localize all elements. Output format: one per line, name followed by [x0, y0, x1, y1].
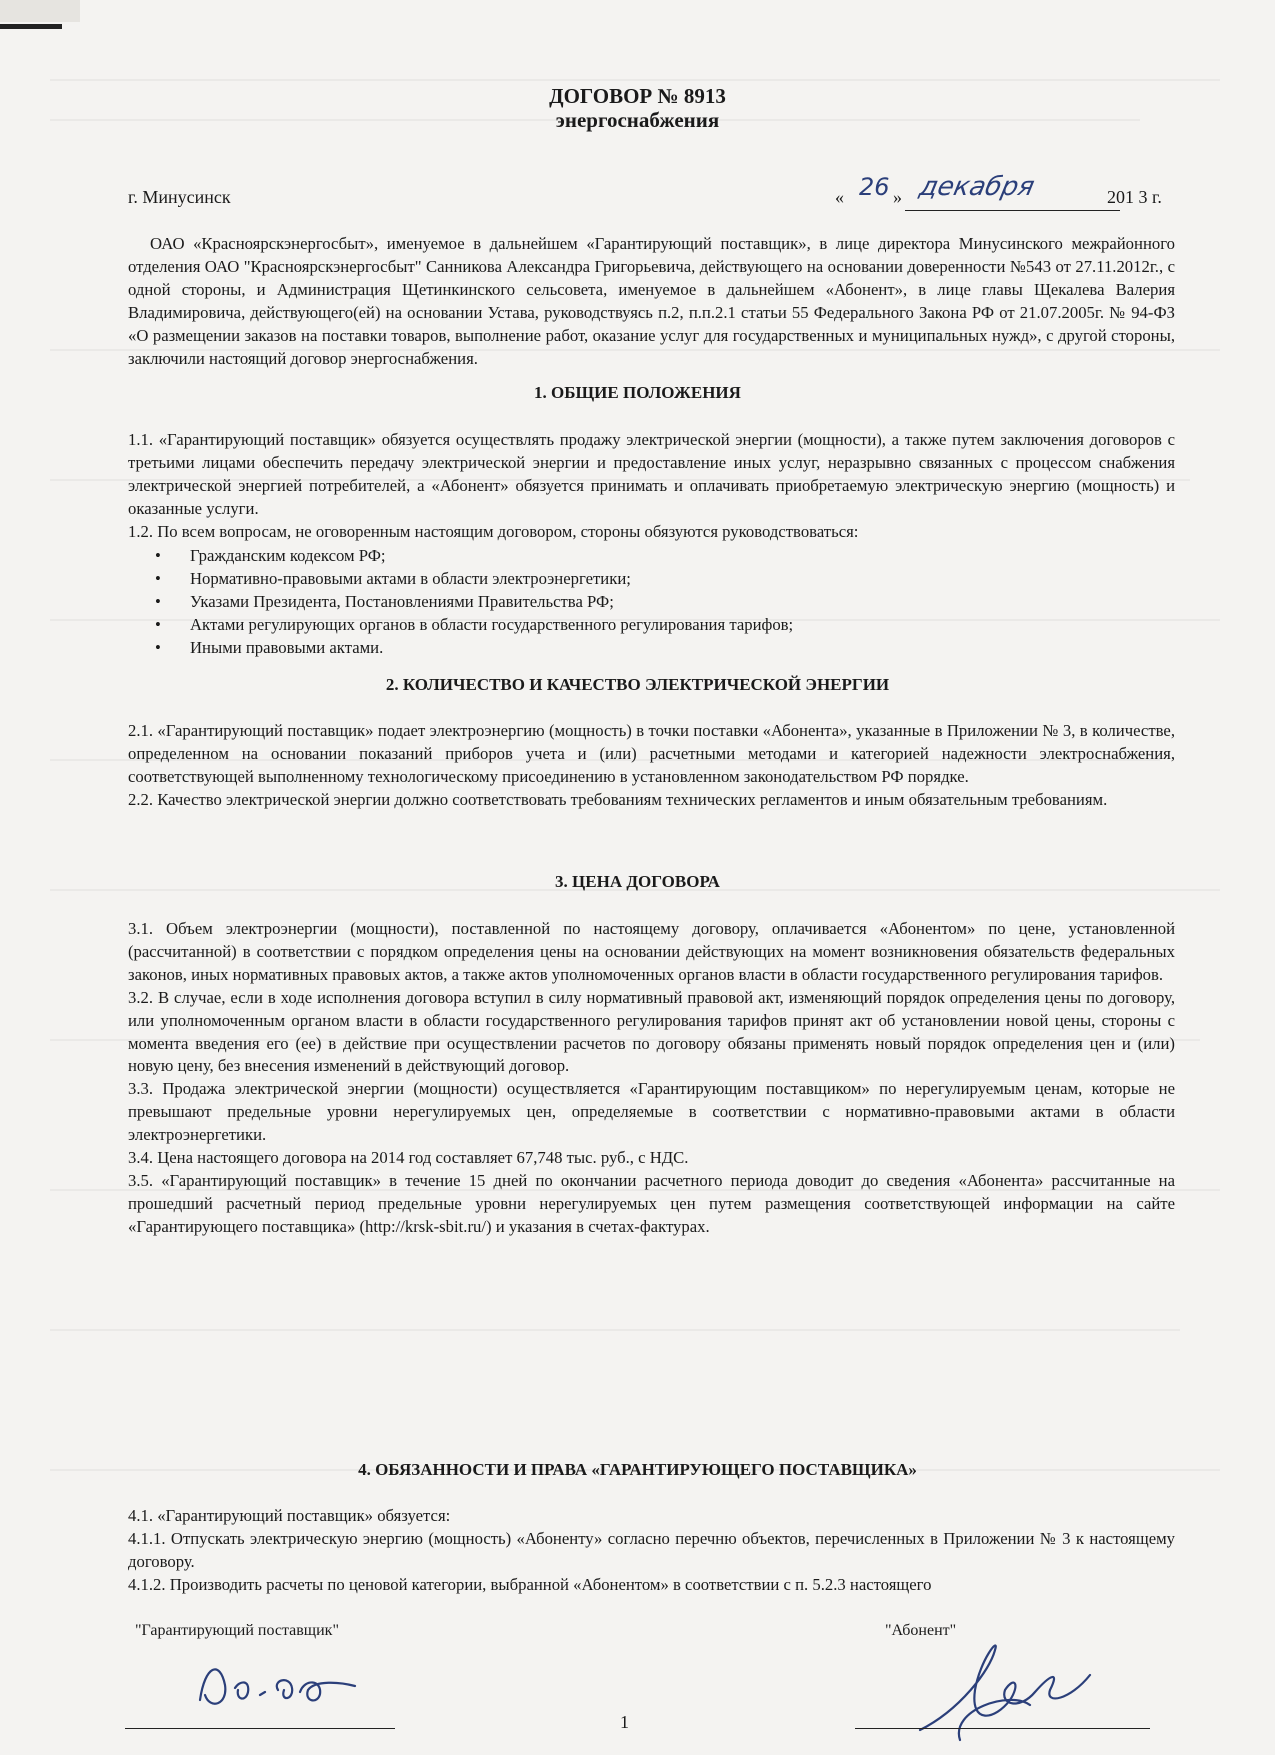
clause-2-2: 2.2. Качество электрической энергии должно соответствовать требованиям технических регламентов и иным обязательным требованиям.: [128, 789, 1108, 809]
clause-3-2: 3.2. В случае, если в ходе исполнения договора вступил в силу нормативный правовой акт, изменяющий порядок определения цены по договору, или уполномоченным органом власти в области государственного регулирования тарифов принят акт об установлении новой цены, стороны с момента введения его (ее) в действие при осуществлении расчетов по договору обязаны применять новый порядок определения цен и (или) новую цену, без внесения изменений в действующий договор.: [128, 987, 1175, 1076]
date-year: 201 3 г.: [1107, 187, 1162, 207]
page-number: 1: [620, 1712, 629, 1732]
section-heading-4: 4. ОБЯЗАННОСТИ И ПРАВА «ГАРАНТИРУЮЩЕГО ПОСТАВЩИКА»: [358, 1460, 917, 1479]
clause-4-1-2: 4.1.2. Производить расчеты по ценовой категории, выбранной «Абонентом» в соответствии с п. 5.2.3 настоящего: [128, 1574, 932, 1594]
section-heading-2: 2. КОЛИЧЕСТВО И КАЧЕСТВО ЭЛЕКТРИЧЕСКОЙ ЭНЕРГИИ: [385, 675, 890, 694]
preamble-text: ОАО «Красноярскэнергосбыт», именуемое в дальнейшем «Гарантирующий поставщик», в лице директора Минусинского межрайонного отделения ОАО "Красноярскэнергосбыт" Санникова Александра Григорьевича, действующего на основании доверенности №543 от 27.11.2012г., с одной стороны, и Администрация Щетинкинского сельсовета, именуемое в дальнейшем «Абонент», в лице главы Щекалева Валерия Владимировича, действующего(ей) на основании Устава, руководствуясь п.2, п.п.2.1 статьи 55 Федерального Закона РФ от 21.07.2005г. № 94-ФЗ «О размещении заказов на поставки товаров, выполнение работ, оказание услуг для государственных и муниципальных нужд», с другой стороны, заключили настоящий договор энергоснабжения.: [128, 234, 1175, 368]
clause-2-1: 2.1. «Гарантирующий поставщик» подает электроэнергию (мощность) в точки поставки «Абонента», указанные в Приложении № 3, в количестве, определенном на основании показаний приборов учета и (или) расчетными методами и категорией надежности электроснабжения, соответствующей выполненному технологическому присоединению в установленном законодательством РФ порядке.: [128, 721, 1175, 786]
clause-3-4: 3.4. Цена настоящего договора на 2014 год составляет 67,748 тыс. руб., с НДС.: [128, 1148, 689, 1168]
document-title: ДОГОВОР № 8913: [549, 84, 726, 108]
section-3-body: [128, 918, 1175, 1239]
document-subtitle: энергоснабжения: [555, 108, 720, 132]
supplier-signature: [180, 1640, 380, 1725]
section-2-body: [128, 720, 1175, 812]
date-day-handwritten: 26: [859, 173, 890, 201]
supplier-signature-label: "Гарантирующий поставщик": [135, 1622, 339, 1639]
city: г. Минусинск: [128, 187, 231, 207]
date-open-quote: «: [835, 187, 844, 207]
clause-4-1: 4.1. «Гарантирующий поставщик» обязуется:: [128, 1506, 451, 1525]
clause-1-2: 1.2. По всем вопросам, не оговоренным настоящим договором, стороны обязуются руководствоваться:: [128, 521, 859, 541]
subscriber-signature-label: "Абонент": [885, 1622, 957, 1639]
date-month-handwritten: декабря: [916, 172, 1037, 202]
date-close-quote: »: [893, 187, 902, 207]
clause-3-3: 3.3. Продажа электрической энергии (мощности) осуществляется «Гарантирующим поставщиком» по нерегулируемым ценам, которые не превышают предельные уровни нерегулируемых цен, определяемые в соответствии с нормативно-правовыми актами в области электроэнергетики.: [128, 1079, 1175, 1145]
subscriber-signature: [900, 1630, 1140, 1750]
clause-3-5: 3.5. «Гарантирующий поставщик» в течение 15 дней по окончании расчетного периода доводит до сведения «Абонента» рассчитанные на прошедший расчетный период предельные уровни нерегулируемых цен путем размещения соответствующей информации на сайте «Гарантирующего поставщика» (http://krsk-sbit.ru/) и указания в счетах-фактурах.: [128, 1170, 1175, 1236]
supplier-signature-line: [125, 1728, 395, 1729]
section-heading-3: 3. ЦЕНА ДОГОВОРА: [555, 872, 720, 891]
date-underline: [905, 210, 1120, 211]
clause-3-1: 3.1. Объем электроэнергии (мощности), поставленной по настоящему договору, оплачивается «Абонентом» по цене, установленной (рассчитанной) в соответствии с порядком определения цены на основании действующих на момент возникновения обязательств федеральных законов, иных нормативных правовых актов, а также актов уполномоченных органов власти в области государственного регулирования тарифов.: [128, 919, 1175, 984]
section-1-body: [128, 429, 1175, 544]
subscriber-signature-line: [855, 1728, 1150, 1729]
preamble: [128, 233, 1175, 370]
clause-4-1-1: 4.1.1. Отпускать электрическую энергию (мощность) «Абоненту» согласно перечню объектов, перечисленных в Приложении № 3 к настоящему договору.: [128, 1528, 1175, 1571]
section-heading-1: 1. ОБЩИЕ ПОЛОЖЕНИЯ: [534, 383, 741, 402]
scan-corner: [0, 0, 80, 22]
section-4-body: [128, 1505, 1175, 1597]
clause-1-1: 1.1. «Гарантирующий поставщик» обязуется осуществлять продажу электрической энергии (мощности), а также путем заключения договоров с третьими лицами обеспечить передачу электрической энергии и предоставление иных услуг, неразрывно связанных с процессом снабжения электрической энергией потребителей, а «Абонент» обязуется принимать и оплачивать приобретаемую электрическую энергию (мощность) и оказанные услуги.: [128, 430, 1175, 518]
contract-date: [835, 170, 1185, 210]
document-page: ДОГОВОР № 8913 энергоснабжения г. Минусинск « 26 » декабря 201 3 г. ОАО «Красноярскэнергосбыт», именуемое в дальнейшем «Гарантирующий поставщик», в лице директора Минусинского межрайонного отделения ОАО "Красноярскэнергосбыт" Санникова Александра Григорьевича, действующего на основании доверенности №543 от 27.11.2012г., с одной стороны, и Администрация Щетинкинского сельсовета, именуемое в дальнейшем «Абонент», в лице главы Щекалева Валерия Владимировича, действующего(ей) на основании Устава, руководствуясь п.2, п.п.2.1 статьи 55 Федерального Закона РФ от 21.07.2005г. № 94-ФЗ «О размещении заказов на поставки товаров, выполнение работ, оказание услуг для государственных и муниципальных нужд», с другой стороны, заключили настоящий договор энергоснабжения. 1. ОБЩИЕ ПОЛОЖЕНИЯ 1.1. «Гарантирующий поставщик» обязуется осуществлять продажу электрической энергии (мощности), а также путем заключения договоров с третьими лицами обеспечить передачу электрической энергии и предоставление иных услуг, неразрывно связанных с процессом снабжения электрической энергией потребителей, а «Абонент» обязуется принимать и оплачивать приобретаемую электрическую энергию (мощность) и оказанные услуги. 1.2. По всем вопросам, не оговоренным настоящим договором, стороны обязуются руководствоваться: • Гражданским кодексом РФ; • Нормативно-правовыми актами в области электроэнергетики; • Указами Президента, Постановлениями Правительства РФ; • Актами регулирующих органов в области государственного регулирования тарифов; • Иными правовыми актами. 2. КОЛИЧЕСТВО И КАЧЕСТВО ЭЛЕКТРИЧЕСКОЙ ЭНЕРГИИ 2.1. «Гарантирующий поставщик» подает электроэнергию (мощность) в точки поставки «Абонента», указанные в Приложении № 3, в количестве, определенном на основании показаний приборов учета и (или) расчетными методами и категорией надежности электроснабжения, соответствующей выполненному технологическому присоединению в установленном законодательством РФ порядке. 2.2. Качество электрической энергии должно соответствовать требованиям технических регламентов и иным обязательным требованиям. 3. ЦЕНА ДОГОВОРА 3.1. Объем электроэнергии (мощности), поставленной по настоящему договору, оплачивается «Абонентом» по цене, установленной (рассчитанной) в соответствии с порядком определения цены на основании действующих на момент возникновения обязательств федеральных законов, иных нормативных правовых актов, а также актов уполномоченных органов власти в области государственного регулирования тарифов. 3.2. В случае, если в ходе исполнения договора вступил в силу нормативный правовой акт, изменяющий порядок определения цены по договору, или уполномоченным органом власти в области государственного регулирования тарифов принят акт об установлении новой цены, стороны с момента введения его (ее) в действие при осуществлении расчетов по договору обязаны применять новый порядок определения цен и (или) новую цену, без внесения изменений в действующий договор. 3.3. Продажа электрической энергии (мощности) осуществляется «Гарантирующим поставщиком» по нерегулируемым ценам, которые не превышают предельные уровни нерегулируемых цен, определяемые в соответствии с нормативно-правовыми актами в области электроэнергетики. 3.4. Цена настоящего договора на 2014 год составляет 67,748 тыс. руб., с НДС. 3.5. «Гарантирующий поставщик» в течение 15 дней по окончании расчетного периода доводит до сведения «Абонента» рассчитанные на прошедший расчетный период предельные уровни нерегулируемых цен путем размещения соответствующей информации на сайте «Гарантирующего поставщика» (http://krsk-sbit.ru/) и указания в счетах-фактурах. 4. ОБЯЗАННОСТИ И ПРАВА «ГАРАНТИРУЮЩЕГО ПОСТАВЩИКА» 4.1. «Гарантирующий поставщик» обязуется: 4.1.1. Отпускать электрическую энергию (мощность) «Абоненту» согласно перечню объектов, перечисленных в Приложении № 3 к настоящему договору. 4.1.2. Производить расчеты по ценовой категории, выбранной «Абонентом» в соответствии с п. 5.2.3 настоящего "Гарантирующий поставщик" "Абонент" 1: [0, 0, 1275, 1755]
scan-edge-mark: [0, 24, 62, 29]
